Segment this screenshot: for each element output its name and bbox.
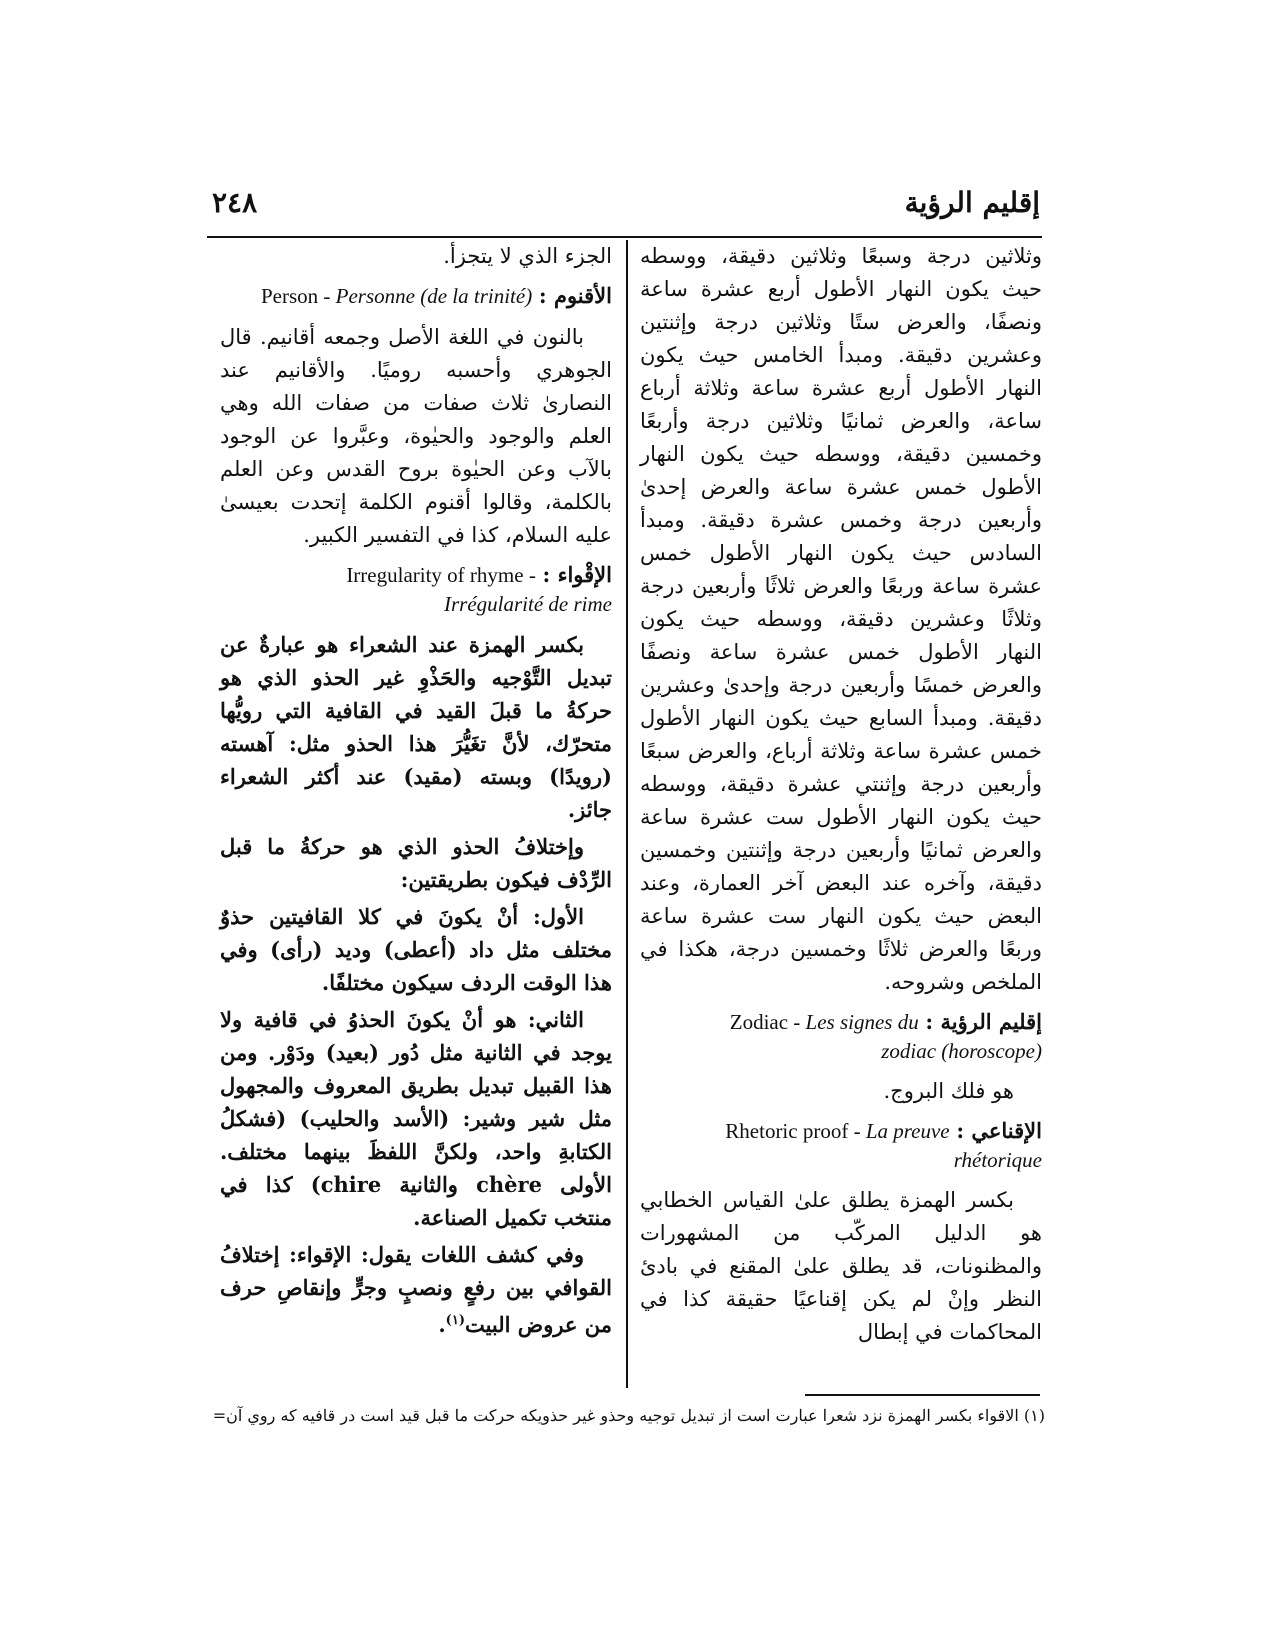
footnote-marker: (١) [445,1313,465,1328]
translation-english: Zodiac - [729,1010,806,1034]
footnote: (١) الاقواء بكسر الهمزة نزد شعرا عبارت است از تبديل توجيه وحذو غير حذويكه حركت ما قبل قيد است در قافيه كه روي آن= [212,1406,1045,1425]
entry-translation-cont: Irrégularité de rime [444,592,612,616]
paragraph-iqwa-def: بكسر الهمزة عند الشعراء هو عبارةٌ عن تبديل التَّوْجيه والحَذْوِ غير الحذو الذي هو حركةُ ما قبلَ القيد في القافية التي رويُّها متحرّك، لأنَّ تغَيُّرَ هذا الحذو مثل: آهسته (رويدًا) وبسته (مقيد) عند أكثر الشعراء جائز. [220,632,612,822]
paragraph-second-way: الثاني: هو أنْ يكونَ الحذوُ في قافية ولا يوجد في الثانية مثل دُور (بعيد) ودَوْر. ومن هذا القبيل تبديل بطريق المعروف والمجهول مثل شير وشير: (الأسد والحليب) (فشكلُ الكتابةِ واحد، ولكنَّ اللفظَ بينهما مختلف. الأولى chère والثانية chire) كذا في منتخب تكميل الصناعة. [220,1007,612,1230]
entry-rhetoric-proof [640,1116,1042,1174]
column-divider [626,240,628,1388]
entry-translation [261,284,532,308]
entry-headword: الأقنوم : [538,283,612,308]
translation-french: Personne (de la trinité) [335,284,533,308]
kashf-end: . [438,1312,446,1337]
entry-translation: Irregularity of rhyme - [346,563,536,587]
entry-translation-cont: zodiac (horoscope) [881,1039,1042,1063]
paragraph-hadhw: وإختلافُ الحذو الذي هو حركةُ ما قبل الرِّدْف فيكون بطريقتين: [220,834,612,892]
paragraph-climates: وثلاثين درجة وسبعًا وثلاثين دقيقة، ووسطه حيث يكون النهار الأطول أربع عشرة ساعة ونصفًا، والعرض ستًا وثلاثين درجة وإثنتين وعشرين دقيقة. ومبدأ الخامس حيث يكون النهار الأطول أربع عشرة ساعة وثلاثة أرباع ساعة، والعرض ثمانيًا وثلاثين درجة وأربعًا وخمسين دقيقة، ووسطه حيث يكون النهار الأطول خمس عشرة ساعة والعرض إحدىٰ وأربعين درجة وخمس عشرة دقيقة. ومبدأ السادس حيث يكون النهار الأطول خمس عشرة ساعة وربعًا والعرض ثلاثًا وأربعين درجة وثلاثًا وعشرين دقيقة، ووسطه حيث يكون النهار الأطول خمس عشرة ساعة ونصفًا والعرض خمسًا وأربعين درجة وإحدىٰ وعشرين دقيقة. ومبدأ السابع حيث يكون النهار الأطول خمس عشرة ساعة وثلاثة أرباع، والعرض سبعًا وأربعين درجة وإثنتي عشرة دقيقة، ووسطه حيث يكون النهار الأطول ست عشرة ساعة والعرض ثمانيًا وأربعين درجة وإثنتين وخمسين دقيقة، وآخره عند البعض آخر العمارة، وعند البعض حيث يكون النهار ست عشرة ساعة وربعًا والعرض ثلاثًا وخمسين درجة، هكذا في الملخص وشروحه. [640,244,1042,994]
translation-english: Rhetoric proof - [725,1119,866,1143]
header-rule [207,236,1042,238]
paragraph-rhetoric-def: بكسر الهمزة يطلق علىٰ القياس الخطابي هو الدليل المركّب من المشهورات والمظنونات، قد يطلق علىٰ المقنع في بادئ النظر وإنْ لم يكن إقناعيًا حقيقة كذا في المحاكمات في إبطال [640,1188,1042,1344]
translation-french: Les signes du [805,1010,919,1034]
entry-person [220,281,612,311]
running-header-title: إقليم الرؤية [904,186,1040,219]
entry-headword: الإقْواء : [542,562,612,587]
translation-french: La preuve [865,1119,950,1143]
paragraph-zodiac-def: هو فلك البروج. [883,1079,1014,1103]
entry-translation [730,1010,919,1034]
paragraph-person-def: بالنون في اللغة الأصل وجمعه أقانيم. قال الجوهري وأحسبه روميًا. والأقانيم عند النصارىٰ ثلاث صفات من صفات الله وهي العلم والوجود والحيٰوة، وعبَّروا عن الوجود بالآب وعن الحيٰوة بروح القدس وعن العلم بالكلمة، وقالوا أقنوم الكلمة إتحدت بعيسىٰ عليه السلام، كذا في التفسير الكبير. [220,325,612,547]
translation-english: Person - [260,284,336,308]
footnote-rule [805,1394,1040,1396]
entry-headword: الإقناعي : [956,1118,1042,1143]
entry-zodiac [640,1007,1042,1065]
entry-translation [725,1119,949,1143]
paragraph-kashf [220,1238,612,1341]
entry-translation-cont: rhétorique [953,1148,1042,1172]
paragraph-first-way: الأول: أنْ يكونَ في كلا القافيتين حذوٌ مختلف مثل داد (أعطى) وديد (رأى) وفي هذا الوقت الردف سيكون مختلفًا. [220,904,612,995]
entry-headword: إقليم الرؤية : [925,1009,1042,1034]
entry-irregularity-rhyme [220,560,612,618]
paragraph-continuation: الجزء الذي لا يتجزأ. [443,244,612,268]
kashf-text: وفي كشف اللغات يقول: الإقواء: إختلافُ القوافي بين رفعٍ ونصبٍ وجرٍّ وإنقاصِ حرف من عروض البيت [220,1242,612,1337]
left-column [220,240,612,1345]
right-column [640,240,1042,1353]
page-number: ٢٤٨ [212,186,258,219]
